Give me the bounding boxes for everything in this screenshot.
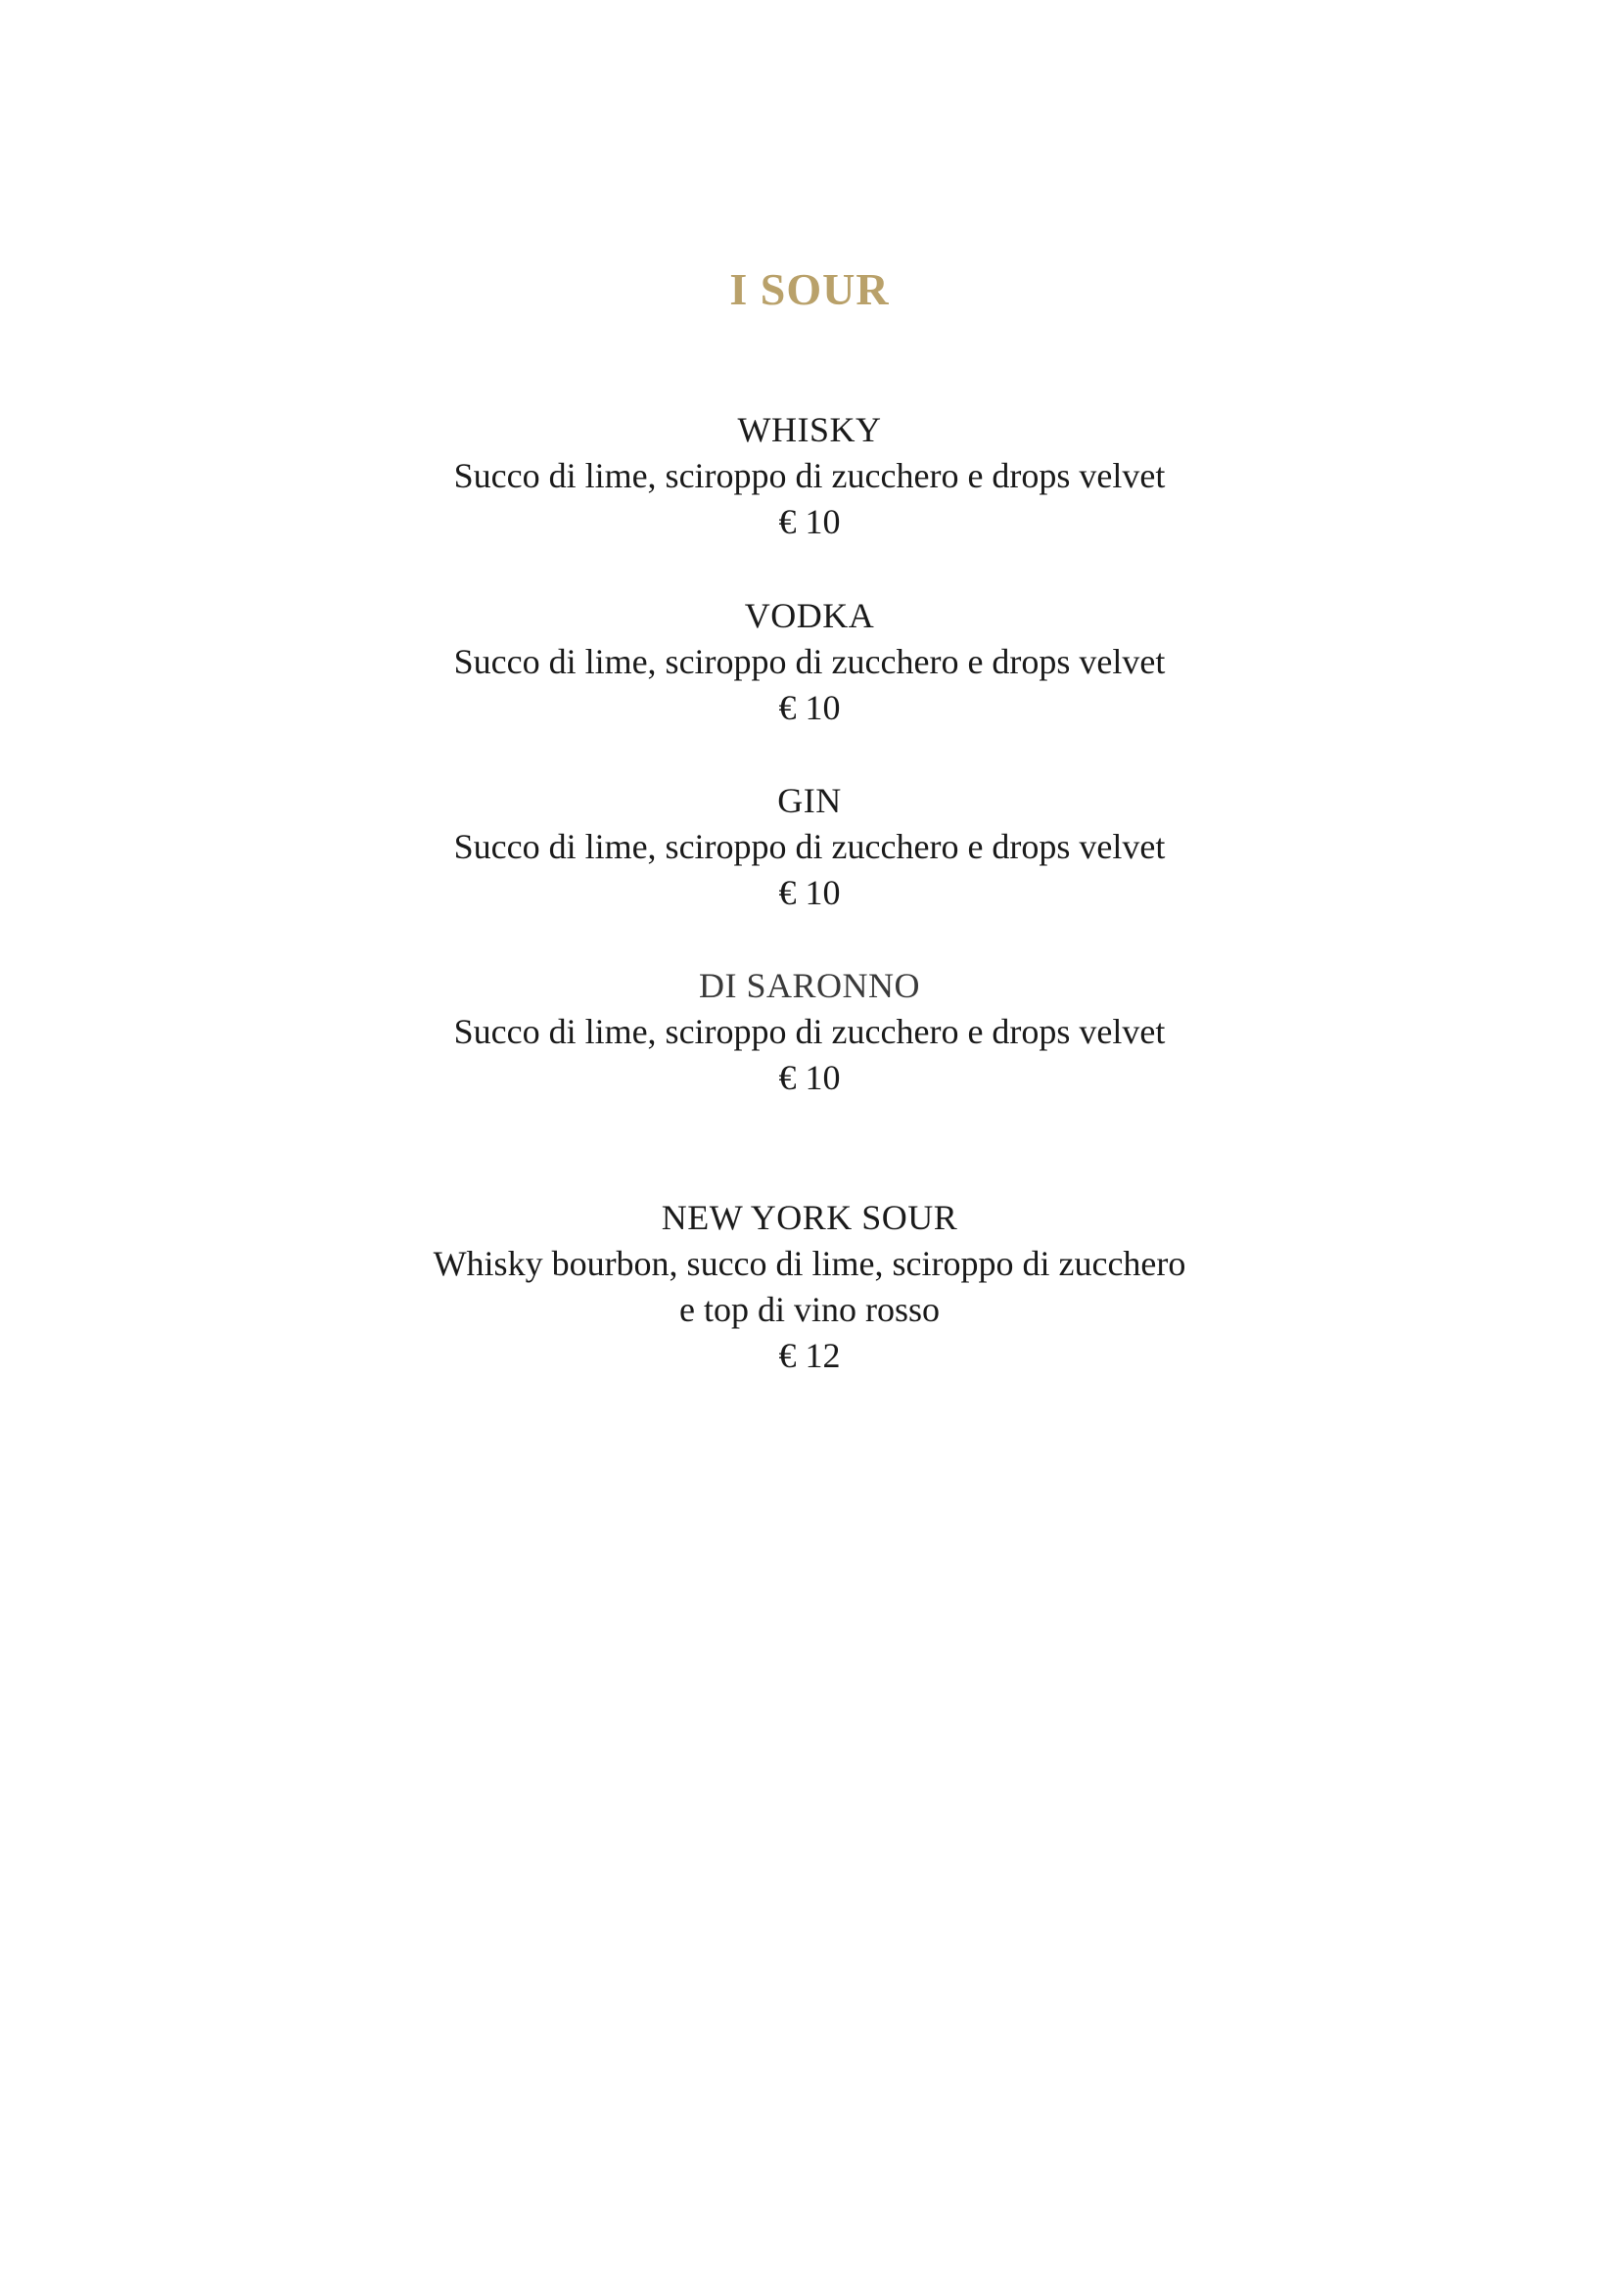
menu-item-description: Succo di lime, sciroppo di zucchero e drops velvet [453,827,1166,866]
menu-item-vodka [0,593,1619,731]
menu-item-description: Succo di lime, sciroppo di zucchero e drops velvet [453,456,1166,495]
menu-item-name: DI SARONNO [698,966,920,1005]
menu-item-gin [0,778,1619,916]
menu-item-price: € 10 [778,502,841,541]
menu-item-whisky [0,407,1619,545]
menu-item-name: WHISKY [737,410,882,449]
menu-item-description: Succo di lime, sciroppo di zucchero e drops velvet [453,642,1166,681]
menu-section-title: I SOUR [729,264,890,314]
menu-item-name: VODKA [744,596,875,635]
menu-item-new-york-sour [0,1195,1619,1379]
menu-item-name: GIN [777,781,842,820]
menu-item-price: € 10 [778,1058,841,1097]
menu-item-di-saronno [0,963,1619,1101]
menu-item-price: € 10 [778,873,841,912]
menu-item-price: € 10 [778,688,841,727]
menu-item-description: Succo di lime, sciroppo di zucchero e drops velvet [453,1012,1166,1051]
menu-item-name: NEW YORK SOUR [661,1198,958,1237]
menu-item-description: Whisky bourbon, succo di lime, sciroppo di zucchero [433,1244,1186,1283]
menu-item-price: € 12 [778,1336,841,1375]
menu-item-description-continued: e top di vino rosso [679,1290,940,1329]
